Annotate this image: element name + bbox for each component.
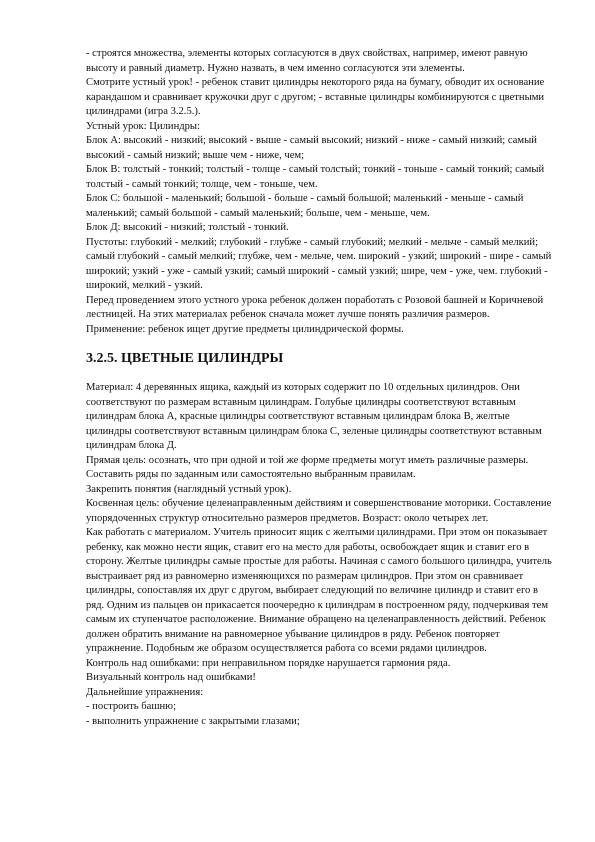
- paragraph: Контроль над ошибками: при неправильном порядке нарушается гармония ряда.: [86, 657, 451, 669]
- paragraph: Перед проведением этого устного урока ребенок должен поработать с Розовой башней и Коричневой лестницей. На этих материалах ребенок сначала может лучше понять различия размеров.: [86, 294, 544, 320]
- paragraph: Косвенная цель: обучение целенаправленным действиям и совершенствование моторики. Составление упорядоченных структур относительно размеров предметов. Возраст: около четырех лет.: [86, 498, 552, 524]
- list-item: - построить башню;: [86, 701, 177, 712]
- paragraph: Смотрите устный урок! - ребенок ставит цилиндры некоторого ряда на бумагу, обводит их основание карандашом и сравнивает кружочки друг с другом; - вставные цилиндры комбинируются с цветными цилиндрами (игра 3.2.5.).: [86, 77, 545, 117]
- paragraph: Дальнейшие упражнения:: [86, 686, 204, 698]
- paragraph: Применение: ребенок ищет другие предметы цилиндрической формы.: [86, 323, 404, 335]
- paragraph: Пустоты: глубокий - мелкий; глубокий - глубже - самый глубокий; мелкий - мельче - самый мелкий; самый глубокий - самый мелкий; глубже, чем - мельче, чем. широкий - узкий; широкий - шире - самый широкий; узкий - уже - самый узкий; самый широкий - самый узкий; шире, чем - уже, чем. глубокий - широкий, мелкий - узкий.: [86, 236, 552, 291]
- paragraph: Блок Д: высокий - низкий; толстый - тонкий.: [86, 222, 289, 233]
- section-heading: 3.2.5. ЦВЕТНЫЕ ЦИЛИНДРЫ: [86, 351, 284, 366]
- section-intro: [86, 47, 556, 337]
- list-item: - выполнить упражнение с закрытыми глазами;: [86, 715, 300, 727]
- paragraph: Прямая цель: осознать, что при одной и той же форме предметы могут иметь различные размеры. Составить ряды по заданным или самостоятельно выбранным правилам.: [86, 454, 529, 480]
- paragraph: Устный урок: Цилиндры:: [86, 120, 200, 132]
- paragraph: Материал: 4 деревянных ящика, каждый из которых содержит по 10 отдельных цилиндров. Они соответствуют по размерам вставным цилиндрам. Голубые цилиндры соответствуют вставным цилиндрам блока А, красные цилиндры соответствуют вставным цилиндрам блока В, желтые цилиндры соответствуют вставным цилиндрам блока С, зеленые цилиндры соответствуют вставным цилиндрам блока Д.: [86, 382, 542, 451]
- paragraph: Закрепить понятия (наглядный устный урок).: [86, 483, 292, 495]
- paragraph: - строятся множества, элементы которых согласуются в двух свойствах, например, имеют равную высоту и равный диаметр. Нужно назвать, в чем именно согласуются эти элементы.: [86, 48, 528, 74]
- paragraph: Блок А: высокий - низкий; высокий - выше - самый высокий; низкий - ниже - самый низкий; самый высокий - самый низкий; выше чем - ниже, чем;: [86, 135, 537, 161]
- paragraph: Блок С: большой - маленький; большой - больше - самый большой; маленький - меньше - самый маленький; самый большой - самый маленький; больше, чем - меньше, чем.: [86, 193, 524, 219]
- section-colored-cylinders: [86, 381, 556, 729]
- paragraph: Как работать с материалом. Учитель приносит ящик с желтыми цилиндрами. При этом он показывает ребенку, как можно нести ящик, ставит его на место для работы, освобождает ящик и ставит его в сторону. Желтые цилиндры самые простые для работы. Начиная с самого большого цилиндра, учитель выстраивает ряд из равномерно изменяющихся по размерам цилиндров. При этом он сравнивает цилиндры, сопоставляя их друг с другом, выбирает следующий по величине цилиндр и ставит его в ряд. Одним из пальцев он прикасается поочередно к цилиндрам в построенном ряду, подчеркивая тем самым их ступенчатое расположение. Внимание обращено на целенаправленность действий. Ребенок должен обратить внимание на равномерное убывание цилиндров в ряду. Ребенок повторяет упражнение. Подобным же образом осуществляется работа со всеми рядами цилиндров.: [86, 527, 552, 654]
- document-page: [86, 47, 556, 729]
- paragraph: Визуальный контроль над ошибками!: [86, 672, 256, 683]
- paragraph: Блок В: толстый - тонкий; толстый - толще - самый толстый; тонкий - тоньше - самый тонкий; самый толстый - самый тонкий; толще, чем - тоньше, чем.: [86, 164, 545, 190]
